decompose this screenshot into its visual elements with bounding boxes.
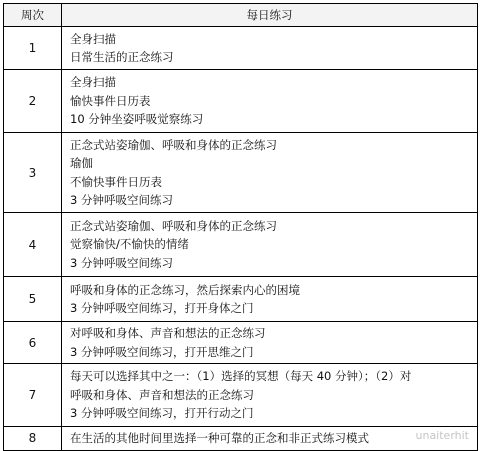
- practice-line: 3 分钟呼吸空间练习，打开思维之门: [70, 344, 254, 359]
- practice-line: 瑜伽: [70, 156, 93, 170]
- table-row: [4, 27, 478, 70]
- table-header-row: [4, 4, 478, 27]
- week-number: 3: [4, 133, 62, 213]
- practice-line: 呼吸和身体的正念练习，然后探索内心的困境: [70, 282, 300, 297]
- practice-line: 10 分钟坐姿呼吸觉察练习: [70, 112, 204, 127]
- practice-line: 呼吸和身体、声音和想法的正念练习: [70, 387, 254, 402]
- practice-line: 对呼吸和身体、声音和想法的正念练习: [70, 326, 266, 340]
- watermark: unaiterhit: [415, 428, 469, 442]
- practice-line: 全身扫描: [70, 31, 116, 46]
- practice-line: 全身扫描: [70, 75, 116, 90]
- practice-cell: [62, 133, 478, 213]
- practice-line: 日常生活的正念练习: [70, 50, 174, 64]
- practice-cell: [62, 322, 478, 364]
- practice-line: 3 分钟呼吸空间练习: [70, 255, 173, 270]
- practice-cell: [62, 70, 478, 133]
- practice-line: 每天可以选择其中之一：（1）选择的冥想（每天 40 分钟）；（2）对: [70, 369, 412, 384]
- practice-line: 在生活的其他时间里选择一种可靠的正念和非正式练习模式: [70, 431, 369, 445]
- header-week: 周次: [4, 4, 62, 27]
- practice-line: 3 分钟呼吸空间练习，打开身体之门: [70, 301, 254, 315]
- practice-table: [3, 3, 478, 451]
- practice-cell: [62, 213, 478, 277]
- table-row: [4, 213, 478, 277]
- table-row: [4, 133, 478, 213]
- table-row: [4, 427, 478, 451]
- table-row: [4, 322, 478, 364]
- practice-line: 3 分钟呼吸空间练习: [70, 193, 173, 207]
- table-row: [4, 364, 478, 427]
- practice-line: 不愉快事件日历表: [70, 174, 162, 189]
- practice-line: 正念式站姿瑜伽、呼吸和身体的正念练习: [70, 137, 277, 152]
- week-number: 8: [4, 427, 62, 451]
- practice-schedule: [3, 3, 477, 451]
- header-practice: 每日练习: [62, 4, 478, 27]
- practice-line: 正念式站姿瑜伽、呼吸和身体的正念练习: [70, 218, 277, 233]
- practice-cell: [62, 27, 478, 70]
- week-number: 1: [4, 27, 62, 70]
- practice-line: 3 分钟呼吸空间练习，打开行动之门: [70, 406, 254, 421]
- practice-line: 愉快事件日历表: [70, 93, 151, 108]
- week-number: 4: [4, 213, 62, 277]
- table-row: [4, 70, 478, 133]
- week-number: 2: [4, 70, 62, 133]
- week-number: 6: [4, 322, 62, 364]
- practice-cell: [62, 277, 478, 322]
- week-number: 5: [4, 277, 62, 322]
- practice-line: 觉察愉快/不愉快的情绪: [70, 237, 189, 252]
- table-row: [4, 277, 478, 322]
- practice-cell: [62, 364, 478, 427]
- week-number: 7: [4, 364, 62, 427]
- practice-cell: [62, 427, 478, 451]
